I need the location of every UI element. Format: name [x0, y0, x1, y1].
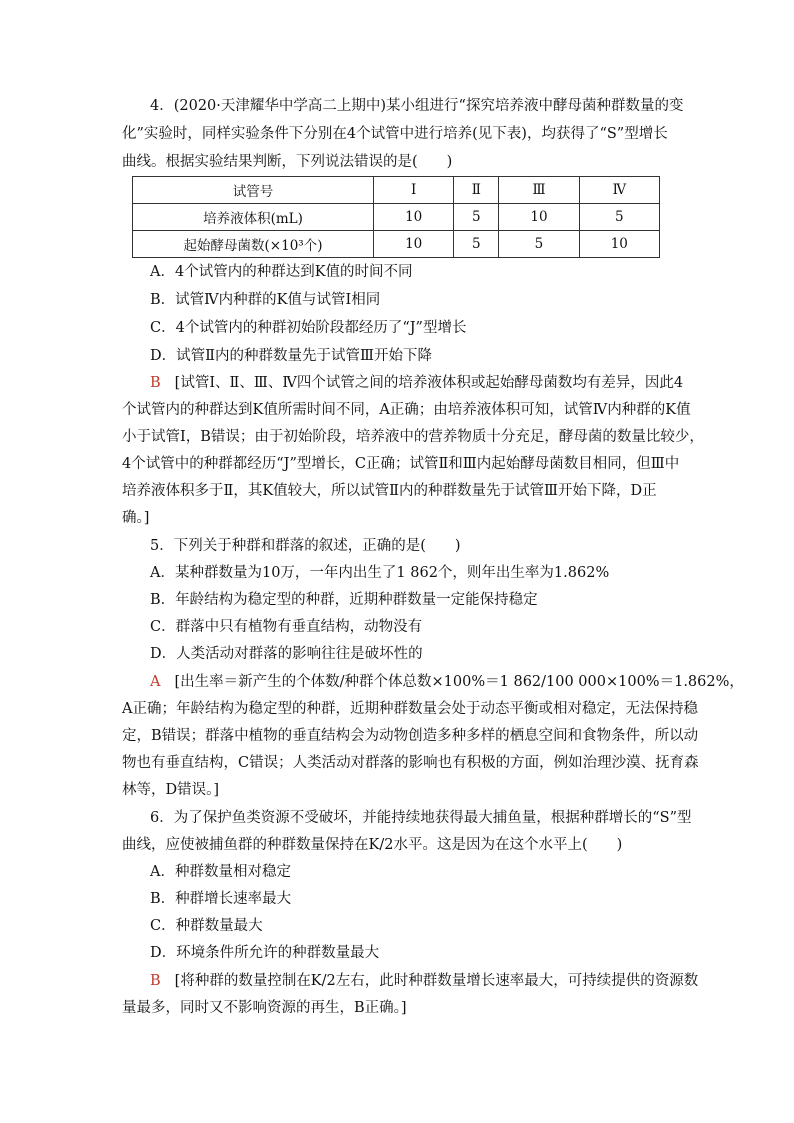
q6-stem-line1: 6．为了保护鱼类资源不受破坏，并能持续地获得最大捕鱼量，根据种群增长的“S”型: [150, 810, 692, 826]
table-cell: Ⅰ: [374, 177, 454, 204]
table-cell: 试管号: [133, 177, 374, 204]
table-cell: 5: [579, 204, 659, 231]
table-cell: 起始酵母菌数(×10³个): [133, 231, 374, 258]
table-cell: 培养液体积(mL): [133, 204, 374, 231]
table-cell: 10: [374, 231, 454, 258]
q4-option-b: B．试管Ⅳ内种群的K值与试管Ⅰ相同: [150, 292, 381, 308]
q4-data-table: [132, 176, 660, 258]
table-cell: Ⅱ: [454, 177, 499, 204]
q5-explanation-line1: [150, 672, 744, 692]
q4-explanation-line2: 个试管内的种群达到K值所需时间不同，A正确；由培养液体积可知，试管Ⅳ内种群的K值: [122, 402, 691, 418]
q4-explanation-text: [试管Ⅰ、Ⅱ、Ⅲ、Ⅳ四个试管之间的培养液体积或起始酵母菌数均有差异，因此4: [174, 375, 684, 391]
q4-explanation-line1: [150, 373, 683, 393]
q6-option-a: A．种群数量相对稳定: [150, 864, 291, 880]
table-cell: 5: [499, 231, 579, 258]
table-cell: 10: [579, 231, 659, 258]
table-cell: 5: [454, 204, 499, 231]
table-cell: 5: [454, 231, 499, 258]
q6-stem-line2: 曲线，应使被捕鱼群的种群数量保持在K/2水平。这是因为在这个水平上( ): [122, 837, 623, 853]
q5-option-b: B．年龄结构为稳定型的种群，近期种群数量一定能保持稳定: [150, 592, 538, 608]
q6-option-d: D．环境条件所允许的种群数量最大: [150, 945, 380, 961]
q6-explanation-line2: 量最多，同时又不影响资源的再生，B正确。]: [122, 1000, 407, 1016]
q4-stem-line2: 化”实验时，同样实验条件下分别在4个试管中进行培养(见下表)，均获得了“S”型增长: [122, 126, 668, 142]
q6-option-c: C．种群数量最大: [150, 918, 263, 934]
q4-explanation-line6: 确。]: [122, 510, 150, 526]
q4-stem-line3: 曲线。根据实验结果判断，下列说法错误的是( ): [122, 154, 453, 170]
q6-explanation-line1: [150, 971, 698, 991]
q4-option-c: C．4个试管内的种群初始阶段都经历了“J”型增长: [150, 320, 467, 336]
table-row: [133, 204, 660, 231]
q5-option-c: C．群落中只有植物有垂直结构，动物没有: [150, 619, 423, 635]
q5-stem: 5．下列关于种群和群落的叙述，正确的是( ): [150, 538, 461, 554]
table-row: [133, 231, 660, 258]
q5-explanation-line3: 定，B错误；群落中植物的垂直结构会为动物创造多种多样的栖息空间和食物条件，所以动: [122, 728, 699, 744]
q5-answer-letter: A: [150, 674, 161, 690]
q6-option-b: B．种群增长速率最大: [150, 891, 292, 907]
q5-option-a: A．某种群数量为10万，一年内出生了1 862个，则年出生率为1.862%: [150, 565, 610, 581]
q4-answer-letter: B: [150, 375, 161, 391]
q4-option-a: A．4个试管内的种群达到K值的时间不同: [150, 264, 413, 280]
q5-option-d: D．人类活动对群落的影响往往是破坏性的: [150, 646, 423, 662]
q4-explanation-line4: 4个试管中的种群都经历“J”型增长，C正确；试管Ⅱ和Ⅲ内起始酵母菌数目相同，但Ⅲ中: [122, 456, 680, 472]
q4-stem-line1: 4．(2020·天津耀华中学高二上期中)某小组进行“探究培养液中酵母菌种群数量的变: [150, 98, 684, 114]
q6-answer-letter: B: [150, 973, 161, 989]
q4-explanation-line3: 小于试管Ⅰ，B错误；由于初始阶段，培养液中的营养物质十分充足，酵母菌的数量比较少，: [122, 429, 704, 445]
q5-explanation-text: [出生率＝新产生的个体数/种群个体总数×100%＝1 862/100 000×100%＝1.862%，: [174, 674, 744, 690]
table-cell: 10: [374, 204, 454, 231]
table-cell: 10: [499, 204, 579, 231]
table-cell: Ⅲ: [499, 177, 579, 204]
q6-explanation-text: [将种群的数量控制在K/2左右，此时种群数量增长速率最大，可持续提供的资源数: [174, 973, 699, 989]
q5-explanation-line4: 物也有垂直结构，C错误；人类活动对群落的影响也有积极的方面，例如治理沙漠、抚育森: [122, 755, 699, 771]
q4-explanation-line5: 培养液体积多于Ⅱ，其K值较大，所以试管Ⅱ内的种群数量先于试管Ⅲ开始下降，D正: [122, 483, 657, 499]
q5-explanation-line2: A正确；年龄结构为稳定型的种群，近期种群数量会处于动态平衡或相对稳定，无法保持稳: [122, 701, 698, 717]
q4-option-d: D．试管Ⅱ内的种群数量先于试管Ⅲ开始下降: [150, 348, 432, 364]
table-header-row: [133, 177, 660, 204]
table-cell: Ⅳ: [579, 177, 659, 204]
q5-explanation-line5: 林等，D错误。]: [122, 782, 220, 798]
